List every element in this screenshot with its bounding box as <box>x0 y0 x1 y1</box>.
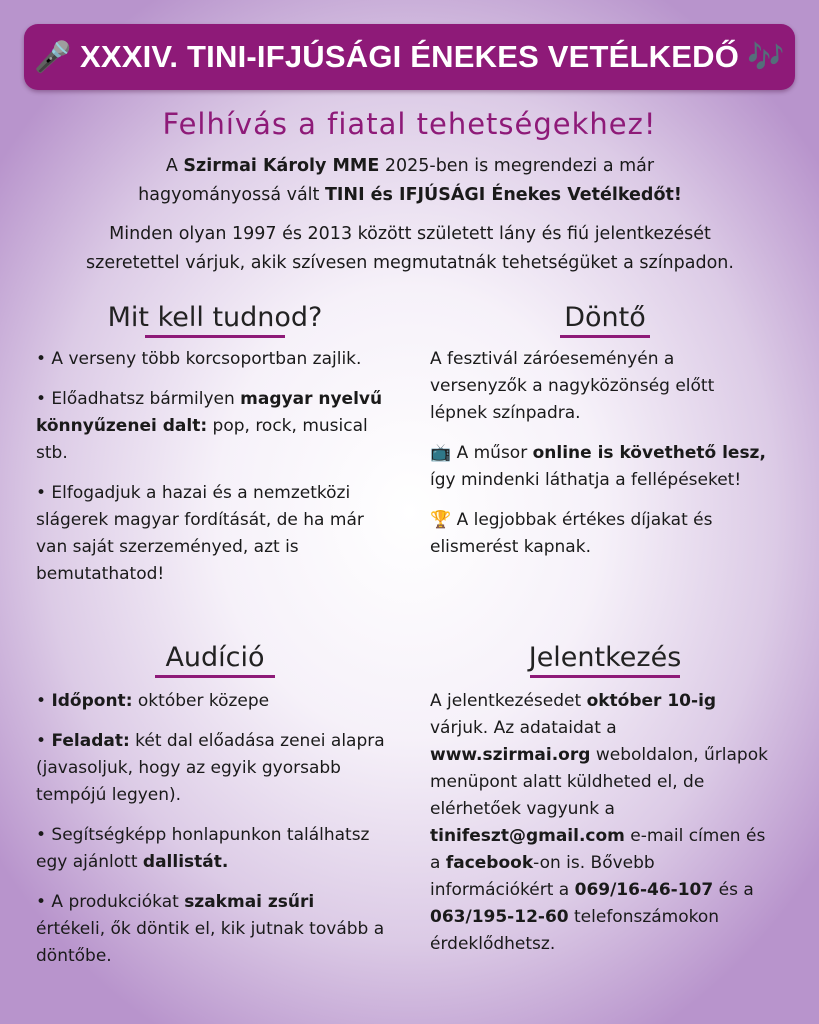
phone-number: 069/16-46-107 <box>574 880 714 900</box>
item-text: értékeli, ők döntik el, kik jutnak tovább a döntőbe. <box>36 919 385 966</box>
heading-underline <box>155 675 275 678</box>
item-text: telefonszámokon érdeklődhetsz. <box>430 907 720 954</box>
heading-text: Döntő <box>564 302 646 333</box>
email-address: tinifeszt@gmail.com <box>430 826 625 846</box>
intro-text: 2025-ben is megrendezi a már <box>379 156 655 176</box>
music-notes-icon: 🎶 <box>747 40 785 74</box>
item-text: A legjobbak értékes díjakat és elismerést kapnak. <box>430 510 713 557</box>
item-text: pop, rock, musical stb. <box>36 416 368 463</box>
paragraph <box>430 440 770 494</box>
intro-text: A <box>165 156 184 176</box>
item-text: és a <box>713 880 754 900</box>
list-item <box>36 386 386 467</box>
website-link: www.szirmai.org <box>430 745 591 765</box>
tv-icon: 📺 <box>430 443 452 463</box>
trophy-icon: 🏆 <box>430 510 452 530</box>
item-text: • <box>36 731 52 751</box>
intro-paragraph-2 <box>60 220 760 278</box>
section-donto <box>430 346 770 574</box>
title-banner <box>24 24 795 90</box>
item-text: két dal előadása zenei alapra (javasoljuk, hogy az egyik gyorsabb tempójú legyen). <box>36 731 385 805</box>
item-emphasis: magyar nyelvű könnyűzenei dalt: <box>36 389 383 436</box>
heading-text: Mit kell tudnod? <box>107 302 323 333</box>
list-item: • Elfogadjuk a hazai és a nemzetközi slágerek magyar fordítását, de ha már van saját szerzeményed, azt is bemutathatod! <box>36 483 364 584</box>
list-item <box>36 688 386 715</box>
heading-text: Audíció <box>165 642 265 673</box>
heading-underline <box>560 335 650 338</box>
list-item <box>36 728 386 809</box>
item-text: várjuk. Az adataidat a <box>430 718 617 738</box>
item-text: • Előadhatsz bármilyen <box>36 389 241 409</box>
organizer-name: Szirmai Károly MME <box>183 156 380 176</box>
intro-text: szeretettel várjuk, akik szívesen megmutatnák tehetségüket a színpadon. <box>86 253 734 273</box>
section-jelentkezes <box>430 688 770 971</box>
section-audicio <box>36 688 386 983</box>
item-emphasis: Időpont: <box>51 691 133 711</box>
intro-text: hagyományossá vált <box>138 185 325 205</box>
list-item: • A verseny több korcsoportban zajlik. <box>36 349 362 369</box>
heading-text: Jelentkezés <box>528 642 682 673</box>
item-text: A műsor <box>451 443 533 463</box>
section-heading-donto <box>540 302 670 338</box>
page-title: XXXIV. TINI-IFJÚSÁGI ÉNEKES VETÉLKEDŐ <box>79 39 740 74</box>
item-emphasis: szakmai zsűri <box>184 892 315 912</box>
item-emphasis: Feladat: <box>51 731 130 751</box>
phone-number: 063/195-12-60 <box>430 907 569 927</box>
paragraph <box>430 688 770 958</box>
intro-text: Minden olyan 1997 és 2013 között született lány és fiú jelentkezését <box>109 224 711 244</box>
section-heading-jelentkezes <box>515 642 695 678</box>
microphone-icon: 🎤 <box>34 40 72 74</box>
deadline: október 10-ig <box>586 691 717 711</box>
paragraph <box>430 507 770 561</box>
item-text: weboldalon, űrlapok menüpont alatt küldheted el, de elérhetőek vagyunk a <box>430 745 768 819</box>
heading-underline <box>145 335 285 338</box>
item-text: • Segítségképp honlapunkon találhatsz egy ajánlott <box>36 825 370 872</box>
event-name: TINI és IFJÚSÁGI Énekes Vetélkedőt! <box>324 185 682 205</box>
facebook-text: facebook <box>445 853 534 873</box>
intro-paragraph-1 <box>60 152 760 210</box>
item-text: • A produkciókat <box>36 892 185 912</box>
item-text: így mindenki láthatja a fellépéseket! <box>430 470 742 490</box>
paragraph: A fesztivál záróeseményén a versenyzők a nagyközönség előtt lépnek színpadra. <box>430 349 715 423</box>
item-emphasis: online is követhető lesz, <box>532 443 766 463</box>
heading-underline <box>530 675 680 678</box>
item-text: A jelentkezésedet <box>430 691 587 711</box>
section-heading-audicio <box>140 642 290 678</box>
item-emphasis: dallistát. <box>142 852 229 872</box>
list-item <box>36 822 386 876</box>
item-text: -on is. Bővebb információkért a <box>430 853 655 900</box>
item-text: e-mail címen és a <box>430 826 766 873</box>
section-mit-kell-tudnod <box>36 346 386 601</box>
item-text: • <box>36 691 52 711</box>
list-item <box>36 889 386 970</box>
subtitle: Felhívás a fiatal tehetségekhez! <box>162 107 657 141</box>
item-text: október közepe <box>132 691 270 711</box>
section-heading-mit-kell-tudnod <box>95 302 335 338</box>
